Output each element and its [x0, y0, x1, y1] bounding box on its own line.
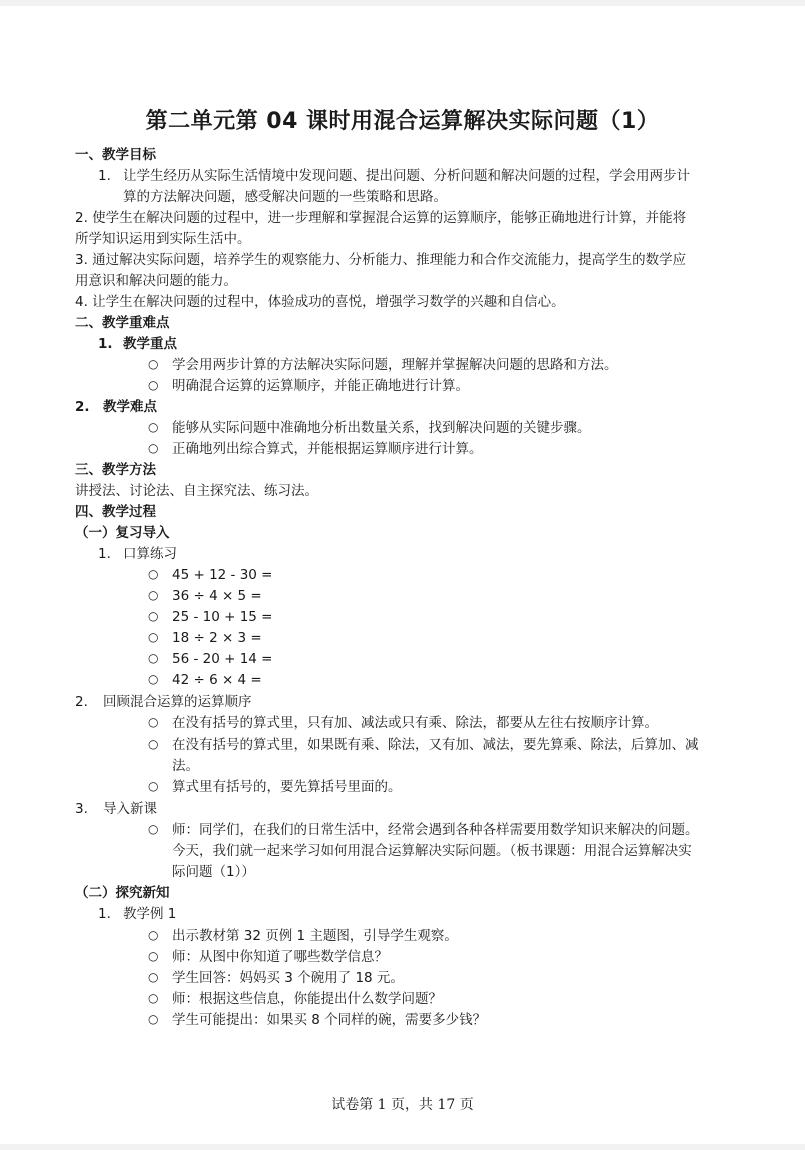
goal-4-line-1: 4. 让学生在解决问题的过程中，体验成功的喜悦，增强学习数学的兴趣和自信心。: [75, 294, 565, 310]
part-2-heading: （二）探究新知: [75, 885, 170, 901]
bullet-icon: ○: [148, 822, 159, 836]
difficulty-item-1: 能够从实际问题中准确地分析出数量关系，找到解决问题的关键步骤。: [172, 420, 591, 436]
step-2-number: 2.: [75, 694, 88, 710]
bullet-icon: ○: [148, 991, 159, 1005]
order-rule-2-line-1: 在没有括号的算式里，如果既有乘、除法，又有加、减法，要先算乘、除法，后算加、减: [172, 737, 699, 753]
bullet-icon: ○: [148, 588, 159, 602]
page-bottom-edge: [0, 1144, 805, 1150]
intro-line-1: 师：同学们，在我们的日常生活中，经常会遇到各种各样需要用数学知识来解决的问题。: [172, 822, 699, 838]
goal-2-line-2: 所学知识运用到实际生活中。: [75, 231, 251, 247]
methods-text: 讲授法、讨论法、自主探究法、练习法。: [75, 483, 318, 499]
bullet-icon: ○: [148, 970, 159, 984]
bullet-icon: ○: [148, 609, 159, 623]
section-heading-methods: 三、教学方法: [75, 462, 156, 478]
goal-1-line-2: 算的方法解决问题，感受解决问题的一些策略和思路。: [123, 189, 447, 205]
bullet-icon: ○: [148, 441, 159, 455]
step-3-number: 3.: [75, 801, 88, 817]
key-label: 教学重点: [123, 336, 177, 352]
bullet-icon: ○: [148, 630, 159, 644]
order-rule-2-line-2: 法。: [172, 758, 199, 774]
order-rule-1: 在没有括号的算式里，只有加、减法或只有乘、除法，都要从左往右按顺序计算。: [172, 715, 658, 731]
bullet-icon: ○: [148, 567, 159, 581]
bullet-icon: ○: [148, 420, 159, 434]
example-item-2: 师：从图中你知道了哪些数学信息？: [172, 949, 388, 965]
example-item-3: 学生回答：妈妈买 3 个碗用了 18 元。: [172, 970, 404, 986]
goal-3-line-1: 3. 通过解决实际问题，培养学生的观察能力、分析能力、推理能力和合作交流能力，提高学生的数学应: [75, 252, 687, 268]
document-title: 第二单元第 04 课时用混合运算解决实际问题（1）: [145, 109, 660, 134]
order-rule-3: 算式里有括号的，要先算括号里面的。: [172, 779, 402, 795]
calc-item-5: 56 - 20 + 14 =: [172, 651, 273, 667]
page-footer: 试卷第 1 页，共 17 页: [331, 1097, 474, 1113]
bullet-icon: ○: [148, 651, 159, 665]
step-3-label: 导入新课: [103, 801, 157, 817]
bullet-icon: ○: [148, 357, 159, 371]
bullet-icon: ○: [148, 1012, 159, 1026]
example-item-4: 师：根据这些信息，你能提出什么数学问题？: [172, 991, 442, 1007]
key-item-2: 明确混合运算的运算顺序，并能正确地进行计算。: [172, 378, 469, 394]
part-1-heading: （一）复习导入: [75, 525, 170, 541]
calc-item-1: 45 + 12 - 30 =: [172, 567, 273, 583]
difficulty-number: 2.: [75, 399, 90, 415]
bullet-icon: ○: [148, 715, 159, 729]
bullet-icon: ○: [148, 928, 159, 942]
example-item-5: 学生可能提出：如果买 8 个同样的碗，需要多少钱？: [172, 1012, 487, 1028]
goal-1-number: 1.: [98, 168, 111, 184]
difficulty-item-2: 正确地列出综合算式，并能根据运算顺序进行计算。: [172, 441, 483, 457]
step-1-number: 1.: [98, 546, 111, 562]
key-number: 1.: [98, 336, 113, 352]
goal-2-line-1: 2. 使学生在解决问题的过程中，进一步理解和掌握混合运算的运算顺序，能够正确地进行计算，并能将: [75, 210, 687, 226]
page-top-edge: [0, 0, 805, 6]
key-item-1: 学会用两步计算的方法解决实际问题，理解并掌握解决问题的思路和方法。: [172, 357, 618, 373]
goal-3-line-2: 用意识和解决问题的能力。: [75, 273, 237, 289]
bullet-icon: ○: [148, 737, 159, 751]
calc-item-3: 25 - 10 + 15 =: [172, 609, 273, 625]
calc-item-6: 42 ÷ 6 × 4 =: [172, 672, 262, 688]
intro-line-3: 际问题（1））: [172, 864, 255, 880]
calc-item-4: 18 ÷ 2 × 3 =: [172, 630, 262, 646]
example-step-label: 教学例 1: [123, 906, 177, 922]
intro-line-2: 今天，我们就一起来学习如何用混合运算解决实际问题。（板书课题：用混合运算解决实: [172, 843, 692, 859]
section-heading-key-points: 二、教学重难点: [75, 315, 170, 331]
section-heading-process: 四、教学过程: [75, 504, 156, 520]
step-1-label: 口算练习: [123, 546, 177, 562]
difficulty-label: 教学难点: [103, 399, 157, 415]
example-step-number: 1.: [98, 906, 111, 922]
bullet-icon: ○: [148, 672, 159, 686]
goal-1-line-1: 让学生经历从实际生活情境中发现问题、提出问题、分析问题和解决问题的过程，学会用两步计: [123, 168, 690, 184]
bullet-icon: ○: [148, 378, 159, 392]
section-heading-objectives: 一、教学目标: [75, 147, 156, 163]
bullet-icon: ○: [148, 779, 159, 793]
example-item-1: 出示教材第 32 页例 1 主题图，引导学生观察。: [172, 928, 458, 944]
bullet-icon: ○: [148, 949, 159, 963]
step-2-label: 回顾混合运算的运算顺序: [103, 694, 252, 710]
calc-item-2: 36 ÷ 4 × 5 =: [172, 588, 262, 604]
